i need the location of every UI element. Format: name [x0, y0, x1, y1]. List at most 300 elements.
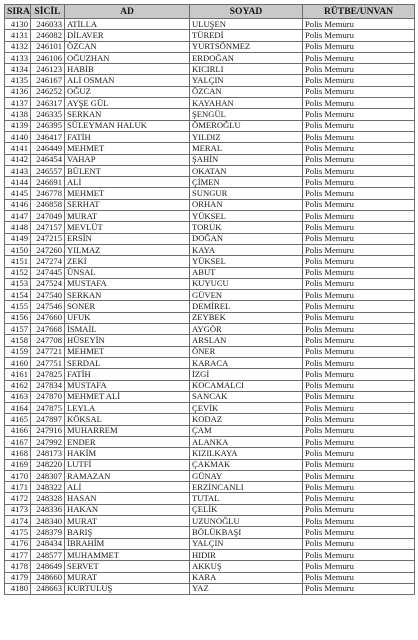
table-row — [5, 98, 415, 109]
table-row — [5, 380, 415, 391]
ad-cell: SERDAL — [65, 357, 190, 368]
soyad-cell: KARACA — [190, 357, 303, 368]
soyad-cell: YAZ — [190, 583, 303, 594]
sira-cell: 4158 — [5, 335, 31, 346]
table-row — [5, 425, 415, 436]
sira-cell: 4157 — [5, 324, 31, 335]
ad-cell: KÖKSAL — [65, 414, 190, 425]
sira-cell: 4154 — [5, 290, 31, 301]
rutbe-cell: Polis Memuru — [303, 244, 415, 255]
sira-cell: 4178 — [5, 561, 31, 572]
sicil-cell: 248340 — [31, 516, 65, 527]
roster-page — [4, 4, 414, 632]
sira-cell: 4139 — [5, 120, 31, 131]
sira-cell: 4135 — [5, 75, 31, 86]
sira-cell: 4174 — [5, 516, 31, 527]
sicil-cell: 248649 — [31, 561, 65, 572]
table-row — [5, 211, 415, 222]
ad-cell: ÖZCAN — [65, 41, 190, 52]
sicil-cell: 247916 — [31, 425, 65, 436]
soyad-cell: MERAL — [190, 143, 303, 154]
table-row — [5, 516, 415, 527]
sira-cell: 4169 — [5, 459, 31, 470]
table-row — [5, 131, 415, 142]
sira-cell: 4167 — [5, 436, 31, 447]
ad-cell: FATİH — [65, 369, 190, 380]
sira-cell: 4162 — [5, 380, 31, 391]
rutbe-cell: Polis Memuru — [303, 233, 415, 244]
table-row — [5, 19, 415, 30]
sicil-cell: 247668 — [31, 324, 65, 335]
rutbe-cell: Polis Memuru — [303, 188, 415, 199]
sira-cell: 4172 — [5, 493, 31, 504]
ad-cell: SONER — [65, 301, 190, 312]
sira-cell: 4143 — [5, 165, 31, 176]
sicil-cell: 248173 — [31, 448, 65, 459]
rutbe-cell: Polis Memuru — [303, 482, 415, 493]
ad-cell: HAKİM — [65, 448, 190, 459]
sicil-cell: 248336 — [31, 504, 65, 515]
rutbe-cell: Polis Memuru — [303, 357, 415, 368]
sicil-cell: 247992 — [31, 436, 65, 447]
soyad-cell: GÜNAY — [190, 470, 303, 481]
table-row — [5, 346, 415, 357]
sicil-cell: 247751 — [31, 357, 65, 368]
sicil-cell: 248577 — [31, 549, 65, 560]
ad-cell: YILMAZ — [65, 244, 190, 255]
soyad-cell: ÇEVİK — [190, 403, 303, 414]
soyad-cell: YÜKSEL — [190, 211, 303, 222]
ad-cell: MEHMET — [65, 143, 190, 154]
table-row — [5, 504, 415, 515]
rutbe-cell: Polis Memuru — [303, 199, 415, 210]
rutbe-cell: Polis Memuru — [303, 504, 415, 515]
sicil-cell: 246082 — [31, 30, 65, 41]
rutbe-cell: Polis Memuru — [303, 222, 415, 233]
sira-cell: 4131 — [5, 30, 31, 41]
sira-cell: 4144 — [5, 177, 31, 188]
ad-cell: ÜNSAL — [65, 267, 190, 278]
rutbe-cell: Polis Memuru — [303, 538, 415, 549]
table-row — [5, 561, 415, 572]
table-row — [5, 572, 415, 583]
table-row — [5, 222, 415, 233]
ad-cell: MUSTAFA — [65, 380, 190, 391]
sicil-cell: 246557 — [31, 165, 65, 176]
soyad-cell: ERZİNCANLI — [190, 482, 303, 493]
soyad-cell: ÖNER — [190, 346, 303, 357]
soyad-cell: KUYUCU — [190, 278, 303, 289]
table-row — [5, 403, 415, 414]
table-row — [5, 244, 415, 255]
soyad-cell: ARSLAN — [190, 335, 303, 346]
sicil-cell: 248328 — [31, 493, 65, 504]
sira-cell: 4179 — [5, 572, 31, 583]
table-header-row — [5, 5, 415, 19]
rutbe-cell: Polis Memuru — [303, 301, 415, 312]
sira-cell: 4140 — [5, 131, 31, 142]
table-row — [5, 527, 415, 538]
soyad-cell: İZGİ — [190, 369, 303, 380]
ad-cell: VAHAP — [65, 154, 190, 165]
ad-cell: DİLAVER — [65, 30, 190, 41]
rutbe-cell: Polis Memuru — [303, 459, 415, 470]
ad-cell: LUTFİ — [65, 459, 190, 470]
ad-cell: ENDER — [65, 436, 190, 447]
ad-cell: HASAN — [65, 493, 190, 504]
table-row — [5, 538, 415, 549]
rutbe-cell: Polis Memuru — [303, 120, 415, 131]
sicil-cell: 248322 — [31, 482, 65, 493]
rutbe-cell: Polis Memuru — [303, 278, 415, 289]
soyad-cell: ULUŞEN — [190, 19, 303, 30]
soyad-cell: TUTAL — [190, 493, 303, 504]
ad-cell: ALİ OSMAN — [65, 75, 190, 86]
table-row — [5, 154, 415, 165]
ad-cell: ATİLLA — [65, 19, 190, 30]
soyad-cell: BÖLÜKBAŞI — [190, 527, 303, 538]
soyad-cell: YALÇIN — [190, 75, 303, 86]
ad-cell: MEVLÜT — [65, 222, 190, 233]
sira-cell: 4130 — [5, 19, 31, 30]
rutbe-cell: Polis Memuru — [303, 448, 415, 459]
sicil-cell: 248379 — [31, 527, 65, 538]
sicil-cell: 247049 — [31, 211, 65, 222]
sicil-cell: 246395 — [31, 120, 65, 131]
sira-cell: 4138 — [5, 109, 31, 120]
sicil-cell: 246106 — [31, 52, 65, 63]
ad-cell: ERSİN — [65, 233, 190, 244]
table-row — [5, 324, 415, 335]
sira-cell: 4148 — [5, 222, 31, 233]
sira-cell: 4168 — [5, 448, 31, 459]
sicil-cell: 246101 — [31, 41, 65, 52]
sira-cell: 4170 — [5, 470, 31, 481]
table-row — [5, 470, 415, 481]
rutbe-cell: Polis Memuru — [303, 470, 415, 481]
soyad-cell: KARA — [190, 572, 303, 583]
rutbe-cell: Polis Memuru — [303, 256, 415, 267]
soyad-cell: ŞAHİN — [190, 154, 303, 165]
rutbe-cell: Polis Memuru — [303, 414, 415, 425]
sira-cell: 4159 — [5, 346, 31, 357]
sira-cell: 4175 — [5, 527, 31, 538]
rutbe-cell: Polis Memuru — [303, 267, 415, 278]
ad-cell: BARIŞ — [65, 527, 190, 538]
ad-cell: İBRAHİM — [65, 538, 190, 549]
soyad-cell: ERDOĞAN — [190, 52, 303, 63]
rutbe-cell: Polis Memuru — [303, 583, 415, 594]
rutbe-cell: Polis Memuru — [303, 211, 415, 222]
table-row — [5, 267, 415, 278]
sicil-cell: 246691 — [31, 177, 65, 188]
ad-cell: MURAT — [65, 516, 190, 527]
soyad-cell: AKKUŞ — [190, 561, 303, 572]
ad-cell: ALİ — [65, 177, 190, 188]
sicil-cell: 248220 — [31, 459, 65, 470]
sicil-cell: 246167 — [31, 75, 65, 86]
sira-cell: 4171 — [5, 482, 31, 493]
soyad-cell: KICIRLI — [190, 64, 303, 75]
ad-cell: SERKAN — [65, 290, 190, 301]
sira-cell: 4153 — [5, 278, 31, 289]
soyad-cell: ZEYBEK — [190, 312, 303, 323]
soyad-cell: KIZILKAYA — [190, 448, 303, 459]
soyad-cell: ÖMEROĞLU — [190, 120, 303, 131]
soyad-cell: GÜVEN — [190, 290, 303, 301]
sicil-cell: 247897 — [31, 414, 65, 425]
ad-cell: RAMAZAN — [65, 470, 190, 481]
ad-cell: HAKAN — [65, 504, 190, 515]
table-row — [5, 30, 415, 41]
rutbe-cell: Polis Memuru — [303, 391, 415, 402]
ad-cell: SÜLEYMAN HALUK — [65, 120, 190, 131]
ad-cell: AYŞE GÜL — [65, 98, 190, 109]
sira-cell: 4132 — [5, 41, 31, 52]
ad-cell: ALİ — [65, 482, 190, 493]
ad-cell: OĞUZHAN — [65, 52, 190, 63]
sira-cell: 4136 — [5, 86, 31, 97]
sicil-cell: 247445 — [31, 267, 65, 278]
table-row — [5, 233, 415, 244]
table-row — [5, 165, 415, 176]
header-sira: SIRA — [5, 5, 31, 19]
sira-cell: 4133 — [5, 52, 31, 63]
sira-cell: 4146 — [5, 199, 31, 210]
soyad-cell: KAYA — [190, 244, 303, 255]
soyad-cell: ÇİMEN — [190, 177, 303, 188]
table-row — [5, 86, 415, 97]
sira-cell: 4164 — [5, 403, 31, 414]
soyad-cell: ŞENGÜL — [190, 109, 303, 120]
ad-cell: KURTULUŞ — [65, 583, 190, 594]
header-sicil: SİCİL — [31, 5, 65, 19]
sira-cell: 4161 — [5, 369, 31, 380]
table-row — [5, 482, 415, 493]
table-row — [5, 583, 415, 594]
soyad-cell: ALANKA — [190, 436, 303, 447]
sicil-cell: 246317 — [31, 98, 65, 109]
sira-cell: 4151 — [5, 256, 31, 267]
sira-cell: 4165 — [5, 414, 31, 425]
sicil-cell: 247870 — [31, 391, 65, 402]
soyad-cell: OKATAN — [190, 165, 303, 176]
soyad-cell: ORHAN — [190, 199, 303, 210]
sicil-cell: 247875 — [31, 403, 65, 414]
ad-cell: İSMAİL — [65, 324, 190, 335]
table-row — [5, 109, 415, 120]
sicil-cell: 248434 — [31, 538, 65, 549]
ad-cell: MUSTAFA — [65, 278, 190, 289]
table-row — [5, 436, 415, 447]
sira-cell: 4147 — [5, 211, 31, 222]
sicil-cell: 247215 — [31, 233, 65, 244]
sicil-cell: 248660 — [31, 572, 65, 583]
ad-cell: SERKAN — [65, 109, 190, 120]
rutbe-cell: Polis Memuru — [303, 335, 415, 346]
sicil-cell: 246858 — [31, 199, 65, 210]
sicil-cell: 246335 — [31, 109, 65, 120]
soyad-cell: SANCAK — [190, 391, 303, 402]
table-row — [5, 199, 415, 210]
ad-cell: SERVET — [65, 561, 190, 572]
sicil-cell: 246123 — [31, 64, 65, 75]
rutbe-cell: Polis Memuru — [303, 52, 415, 63]
sicil-cell: 246033 — [31, 19, 65, 30]
rutbe-cell: Polis Memuru — [303, 572, 415, 583]
soyad-cell: DEMİREL — [190, 301, 303, 312]
sira-cell: 4142 — [5, 154, 31, 165]
rutbe-cell: Polis Memuru — [303, 425, 415, 436]
table-row — [5, 459, 415, 470]
rutbe-cell: Polis Memuru — [303, 86, 415, 97]
soyad-cell: YURTSÖNMEZ — [190, 41, 303, 52]
header-rutbe-unvan: RÜTBE/UNVAN — [303, 5, 415, 19]
table-row — [5, 188, 415, 199]
ad-cell: LEYLA — [65, 403, 190, 414]
header-ad: AD — [65, 5, 190, 19]
table-row — [5, 448, 415, 459]
ad-cell: OĞUZ — [65, 86, 190, 97]
table-row — [5, 177, 415, 188]
soyad-cell: ÇAM — [190, 425, 303, 436]
table-row — [5, 143, 415, 154]
soyad-cell: TÜREDİ — [190, 30, 303, 41]
soyad-cell: ÇELİK — [190, 504, 303, 515]
ad-cell: FATİH — [65, 131, 190, 142]
ad-cell: MUHAMMET — [65, 549, 190, 560]
sicil-cell: 246417 — [31, 131, 65, 142]
table-row — [5, 52, 415, 63]
table-row — [5, 290, 415, 301]
sicil-cell: 246252 — [31, 86, 65, 97]
rutbe-cell: Polis Memuru — [303, 154, 415, 165]
sicil-cell: 246454 — [31, 154, 65, 165]
soyad-cell: DOĞAN — [190, 233, 303, 244]
rutbe-cell: Polis Memuru — [303, 143, 415, 154]
sicil-cell: 247540 — [31, 290, 65, 301]
rutbe-cell: Polis Memuru — [303, 324, 415, 335]
ad-cell: SERHAT — [65, 199, 190, 210]
sira-cell: 4134 — [5, 64, 31, 75]
rutbe-cell: Polis Memuru — [303, 109, 415, 120]
rutbe-cell: Polis Memuru — [303, 41, 415, 52]
soyad-cell: SUNGUR — [190, 188, 303, 199]
ad-cell: MEHMET — [65, 188, 190, 199]
rutbe-cell: Polis Memuru — [303, 75, 415, 86]
table-row — [5, 75, 415, 86]
rutbe-cell: Polis Memuru — [303, 165, 415, 176]
table-row — [5, 41, 415, 52]
table-row — [5, 312, 415, 323]
ad-cell: MUHARREM — [65, 425, 190, 436]
ad-cell: ZEKİ — [65, 256, 190, 267]
table-row — [5, 278, 415, 289]
soyad-cell: HIDIR — [190, 549, 303, 560]
sira-cell: 4137 — [5, 98, 31, 109]
table-row — [5, 301, 415, 312]
ad-cell: UFUK — [65, 312, 190, 323]
sicil-cell: 246778 — [31, 188, 65, 199]
personnel-table — [4, 4, 415, 595]
soyad-cell: KODAZ — [190, 414, 303, 425]
ad-cell: MURAT — [65, 572, 190, 583]
rutbe-cell: Polis Memuru — [303, 436, 415, 447]
soyad-cell: YÜKSEL — [190, 256, 303, 267]
sicil-cell: 247274 — [31, 256, 65, 267]
rutbe-cell: Polis Memuru — [303, 64, 415, 75]
table-row — [5, 549, 415, 560]
sira-cell: 4180 — [5, 583, 31, 594]
sira-cell: 4176 — [5, 538, 31, 549]
rutbe-cell: Polis Memuru — [303, 131, 415, 142]
sicil-cell: 247721 — [31, 346, 65, 357]
rutbe-cell: Polis Memuru — [303, 527, 415, 538]
sicil-cell: 247157 — [31, 222, 65, 233]
rutbe-cell: Polis Memuru — [303, 30, 415, 41]
soyad-cell: ÖZCAN — [190, 86, 303, 97]
table-row — [5, 64, 415, 75]
sira-cell: 4149 — [5, 233, 31, 244]
sira-cell: 4145 — [5, 188, 31, 199]
sicil-cell: 248307 — [31, 470, 65, 481]
rutbe-cell: Polis Memuru — [303, 403, 415, 414]
sicil-cell: 246449 — [31, 143, 65, 154]
ad-cell: MURAT — [65, 211, 190, 222]
sicil-cell: 248663 — [31, 583, 65, 594]
table-row — [5, 414, 415, 425]
soyad-cell: YILDIZ — [190, 131, 303, 142]
rutbe-cell: Polis Memuru — [303, 561, 415, 572]
table-row — [5, 256, 415, 267]
sira-cell: 4141 — [5, 143, 31, 154]
ad-cell: HÜSEYİN — [65, 335, 190, 346]
sira-cell: 4160 — [5, 357, 31, 368]
rutbe-cell: Polis Memuru — [303, 290, 415, 301]
rutbe-cell: Polis Memuru — [303, 19, 415, 30]
sicil-cell: 247834 — [31, 380, 65, 391]
soyad-cell: TORUK — [190, 222, 303, 233]
ad-cell: HABİB — [65, 64, 190, 75]
table-row — [5, 357, 415, 368]
sira-cell: 4163 — [5, 391, 31, 402]
rutbe-cell: Polis Memuru — [303, 516, 415, 527]
ad-cell: MEHMET — [65, 346, 190, 357]
sira-cell: 4173 — [5, 504, 31, 515]
rutbe-cell: Polis Memuru — [303, 177, 415, 188]
rutbe-cell: Polis Memuru — [303, 369, 415, 380]
ad-cell: MEHMET ALİ — [65, 391, 190, 402]
sira-cell: 4150 — [5, 244, 31, 255]
soyad-cell: ÇAKMAK — [190, 459, 303, 470]
sicil-cell: 247708 — [31, 335, 65, 346]
rutbe-cell: Polis Memuru — [303, 98, 415, 109]
soyad-cell: KAYAHAN — [190, 98, 303, 109]
ad-cell: BÜLENT — [65, 165, 190, 176]
rutbe-cell: Polis Memuru — [303, 493, 415, 504]
sicil-cell: 247260 — [31, 244, 65, 255]
rutbe-cell: Polis Memuru — [303, 549, 415, 560]
sicil-cell: 247825 — [31, 369, 65, 380]
sicil-cell: 247546 — [31, 301, 65, 312]
table-row — [5, 391, 415, 402]
soyad-cell: UZUNOĞLU — [190, 516, 303, 527]
soyad-cell: AYGÖR — [190, 324, 303, 335]
soyad-cell: YALÇIN — [190, 538, 303, 549]
soyad-cell: KOCAMALCI — [190, 380, 303, 391]
sicil-cell: 247524 — [31, 278, 65, 289]
sira-cell: 4177 — [5, 549, 31, 560]
